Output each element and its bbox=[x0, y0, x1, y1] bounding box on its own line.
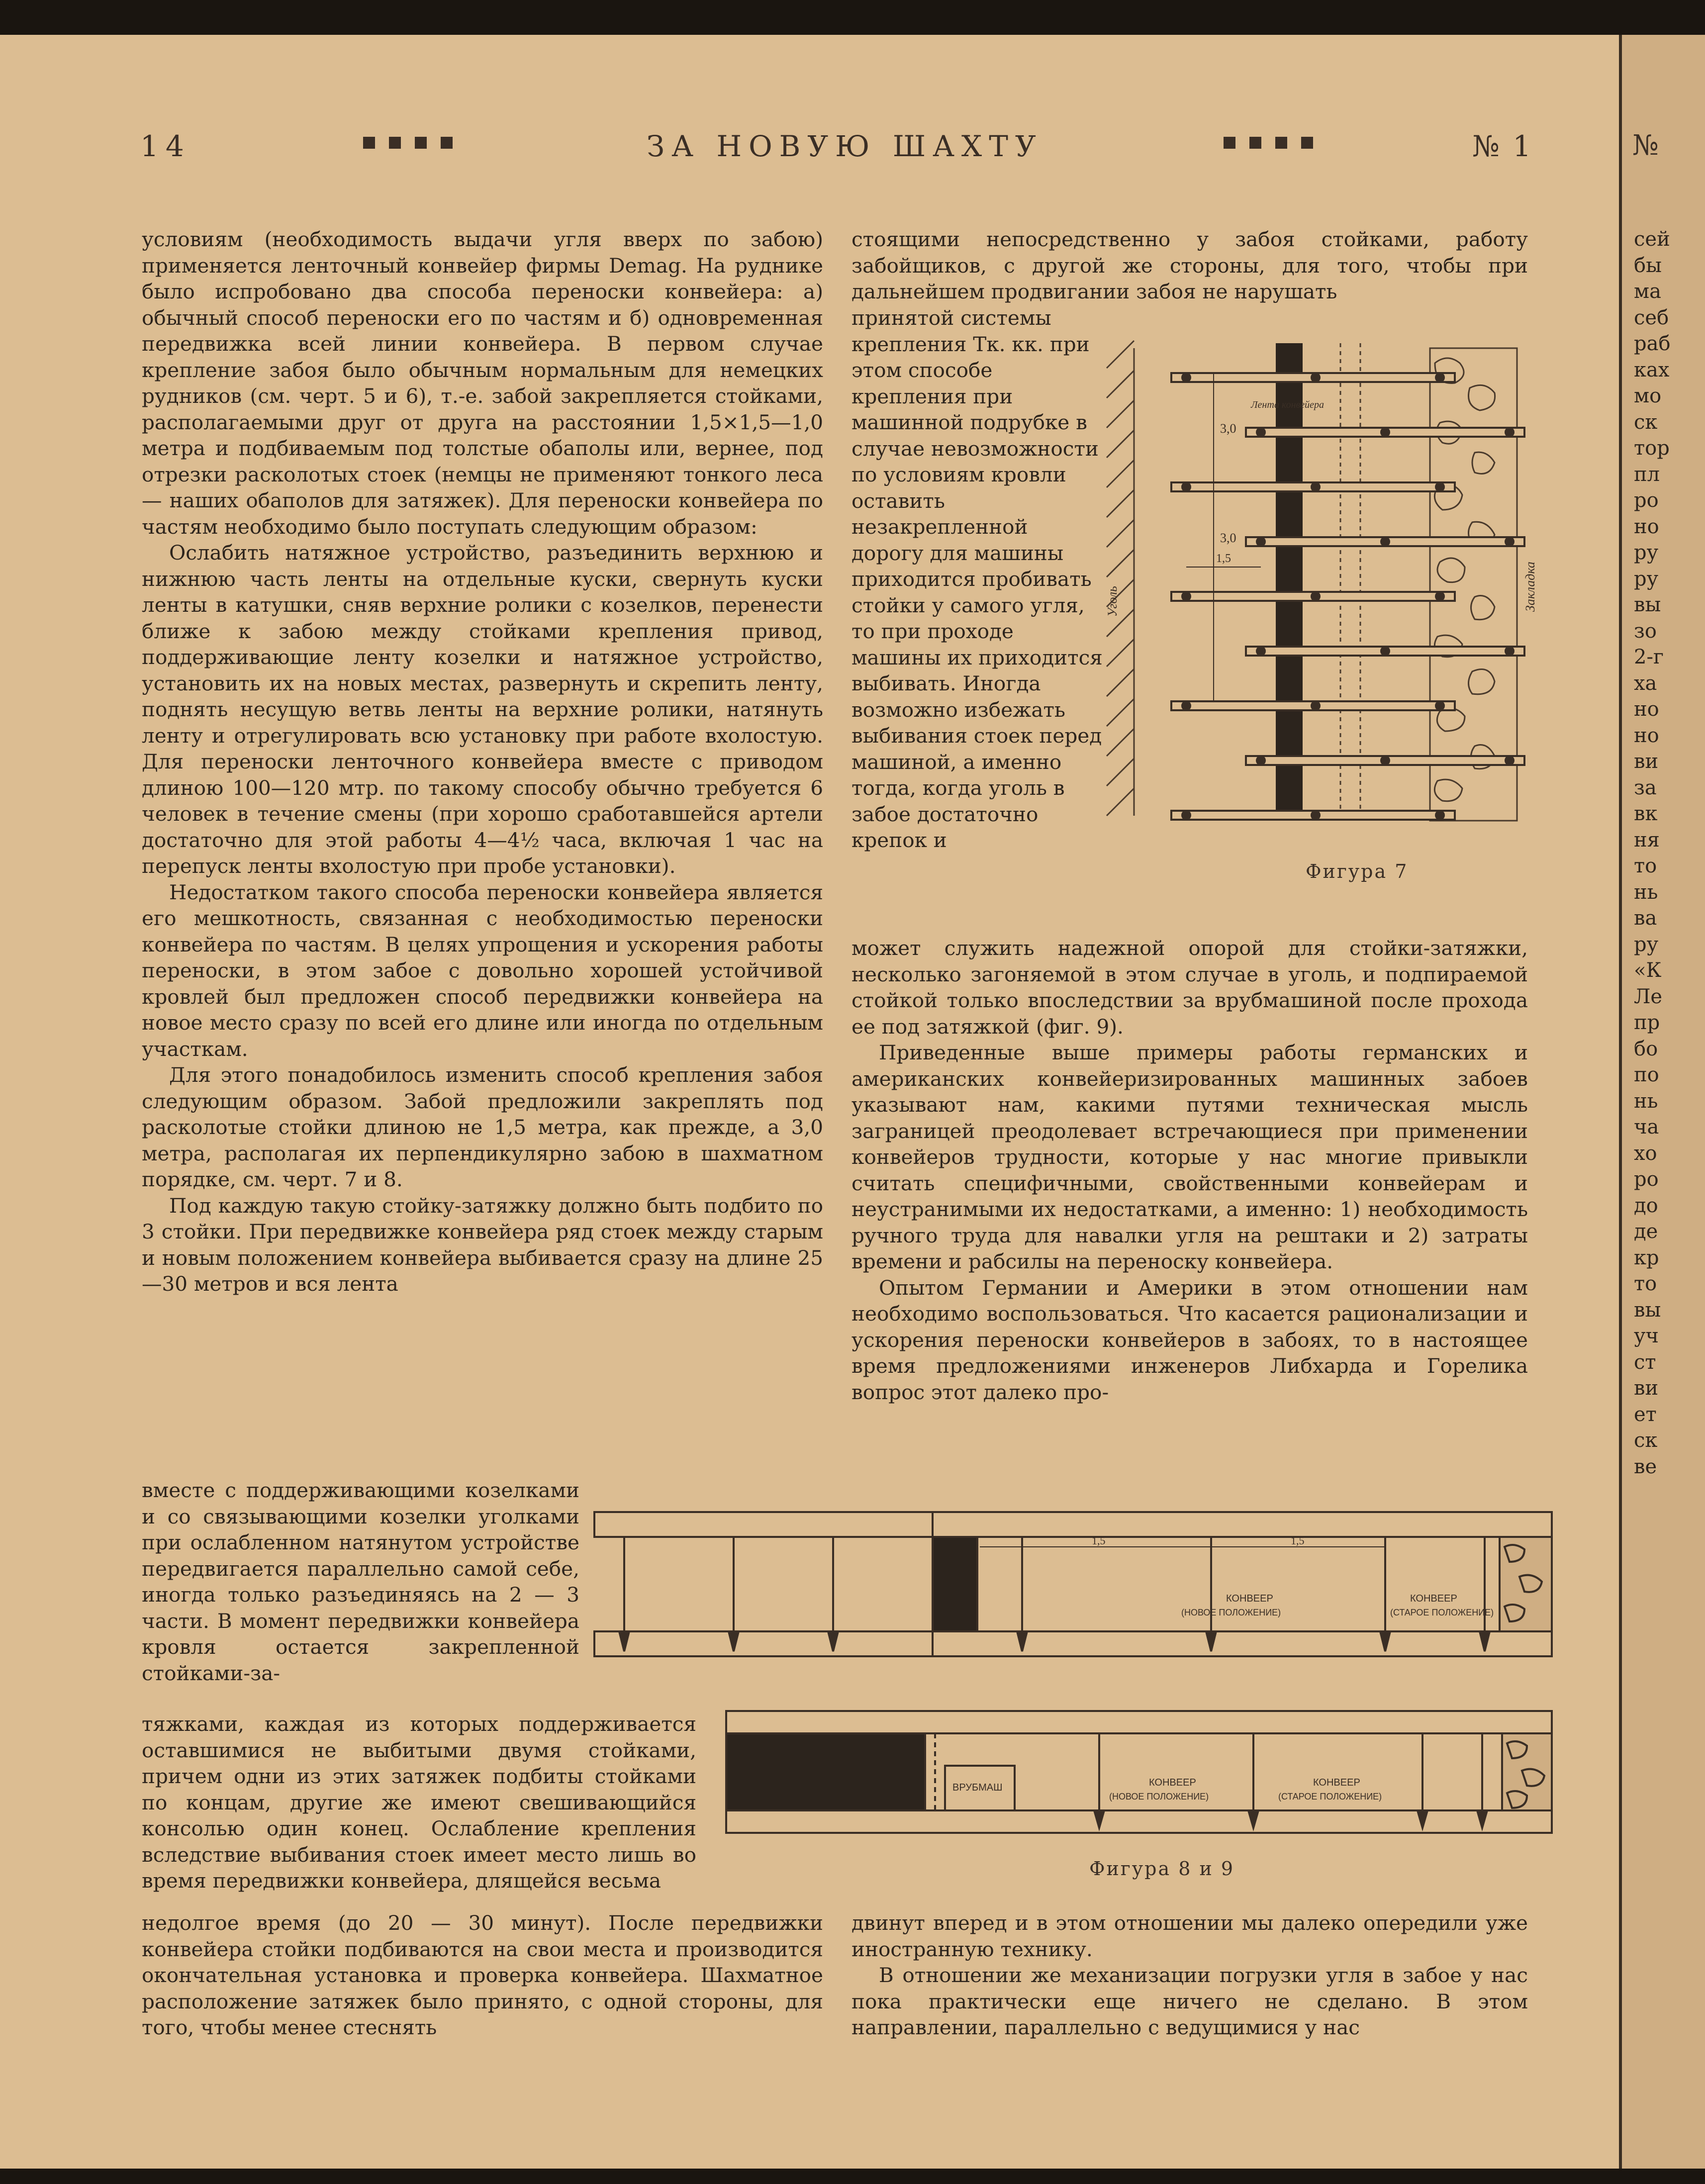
edge-fragment: ст bbox=[1634, 1350, 1656, 1374]
edge-fragment: по bbox=[1634, 1063, 1659, 1086]
edge-fragment: до bbox=[1634, 1194, 1658, 1217]
edge-fragment: «К bbox=[1634, 959, 1662, 982]
paragraph: Недостатком такого способа переноски конвейера является его мешкотность, связанная с необходимостью переноски конвейера по частям. В целях упрощения и ускорения работы переноски, в этом забое с довольно хорошей устойчивой кровлей был предложен способ передвижки конвейера на новое место сразу по всей его длине или иногда по отдельным участкам. bbox=[142, 880, 823, 1061]
edge-fragment: бо bbox=[1634, 1037, 1658, 1060]
issue-number: № 1 bbox=[1472, 129, 1533, 163]
edge-fragment: то bbox=[1634, 855, 1657, 877]
paragraph: может служить надежной опорой для стойки-затяжки, несколько загоняемой в этом случае в уголь, и подпираемой стойкой только впоследствии за врубмашиной после прохода ее под затяжкой (фиг. 9). bbox=[852, 936, 1528, 1039]
edge-fragment: бы bbox=[1634, 254, 1662, 277]
edge-fragment: ру bbox=[1634, 567, 1659, 590]
edge-fragment: пр bbox=[1634, 1011, 1660, 1034]
paragraph: Для этого понадобилось изменить способ крепления забоя следующим образом. Забой предложили закреплять под расколотые стойки длиною не 1,5 метра, как прежде, а 3,0 метра, располагая их перпендикулярно забою в шахматном порядке, см. черт. 7 и 8. bbox=[142, 1063, 823, 1191]
left-column-bottom bbox=[142, 1910, 823, 2041]
figure-9-drawing bbox=[726, 1711, 1554, 1835]
left-column-top bbox=[142, 226, 823, 1297]
edge-fragment: ве bbox=[1634, 1455, 1657, 1478]
paragraph: вместе с поддерживающими козелками и со связывающими козелки уголками при ослабленном натянутом устройстве передвигается параллельно самой себе, иногда только разъединяясь на 2 — 3 части. В момент передвижки конвейера кровля остается закрепленной стойками-за- bbox=[142, 1478, 579, 1685]
edge-fragment: ва bbox=[1634, 907, 1657, 930]
edge-fragment: за bbox=[1634, 776, 1657, 799]
edge-fragment: раб bbox=[1634, 332, 1671, 355]
edge-fragment: но bbox=[1634, 515, 1659, 538]
fig9-conveyor-old-sub: (СТАРОЕ ПОЛОЖЕНИЕ) bbox=[1278, 1792, 1382, 1802]
fig7-dim-label: 1,5 bbox=[1216, 552, 1231, 565]
paragraph: тяжками, каждая из которых поддерживается оставшимися не выбитыми двумя стойками, причем одни из этих затяжек подбиты стойками по концам, другие же имеют свешивающийся консолью один конец. Ослабление крепления вследствие выбивания стоек имеет место лишь во время передвижки конвейера, длящейся весьма bbox=[142, 1712, 696, 1893]
figure-8-drawing bbox=[594, 1507, 1554, 1661]
fig9-machine-label: ВРУБМАШ bbox=[952, 1782, 1003, 1793]
edge-fragment: ск bbox=[1634, 410, 1658, 434]
edge-fragment: де bbox=[1634, 1220, 1658, 1243]
edge-fragment: ви bbox=[1634, 1377, 1659, 1400]
fig7-belt-label: Лента конвейера bbox=[1251, 399, 1324, 410]
edge-fragment: ча bbox=[1634, 1116, 1659, 1139]
edge-fragment: вы bbox=[1634, 1298, 1661, 1322]
edge-fragment: то bbox=[1634, 1272, 1657, 1295]
header-ornament-left bbox=[363, 137, 453, 154]
edge-fragment: сей bbox=[1634, 228, 1670, 251]
figure-8-section bbox=[933, 1512, 1552, 1656]
paragraph: В отношении же механизации погрузки угля в забое у нас пока практически еще ничего не сделано. В этом направлении, параллельно с ведущимися у нас bbox=[852, 1963, 1528, 2039]
right-column-bottom bbox=[852, 1910, 1528, 2041]
edge-fragment: ха bbox=[1634, 671, 1657, 695]
fig8-conveyor-old-label: КОНВЕЕР bbox=[1410, 1593, 1457, 1604]
edge-fragment: ви bbox=[1634, 750, 1659, 773]
right-column-top bbox=[852, 226, 1528, 305]
edge-fragment: хо bbox=[1634, 1141, 1657, 1165]
figure-7-drawing bbox=[1107, 313, 1544, 851]
paragraph: Приведенные выше примеры работы германских и американских конвейеризированных машинных забоев указывают нам, какими путями техническая мысль заграницей преодолевает встречающиеся при применении конвейеров трудности, которые у нас многие привыкли считать специфичными, свойственными конвейерам и неустранимыми их недостатками, а именно: 1) необходимость ручного труда для навалки угля на рештаки и 2) затраты времени и рабсилы на переноску конвейера. bbox=[852, 1041, 1528, 1273]
fig7-dim-label: 3,0 bbox=[1220, 421, 1236, 436]
edge-fragment: кр bbox=[1634, 1246, 1659, 1269]
paragraph: Под каждую такую стойку-затяжку должно быть подбито по 3 стойки. При передвижке конвейера ряд стоек между старым и новым положением конвейера выбивается сразу на длине 25—30 метров и вся лента bbox=[142, 1193, 823, 1296]
fig7-dim-label: 3,0 bbox=[1220, 531, 1236, 545]
edge-fragment: вк bbox=[1634, 802, 1658, 825]
next-page-fragments bbox=[1634, 226, 1671, 1480]
edge-fragment: ма bbox=[1634, 280, 1661, 303]
paragraph: Ослабить натяжное устройство, разъединить верхнюю и нижнюю часть ленты на отдельные куски, свернуть куски ленты в катушки, сняв верхние ролики с козелков, перенести ближе к забою между стойками крепления привод, поддерживающие ленту козелки и натяжное устройство, установить их на новых местах, развернуть и скрепить ленту, поднять несущую ветвь ленты на верхние ролики, натянуть ленту и отрегулировать всю установку при работе вхолостую. Для переноски ленточного конвейера вместе с приводом длиною 100—120 мтр. по такому способу обычно требуется 6 человек в течение смены (при хорошо сработавшейся артели достаточно для этой работы 4—4½ часа, включая 1 час на перепуск ленты вхолостую при пробе установки). bbox=[142, 541, 823, 878]
edge-fragment: тор bbox=[1634, 437, 1670, 460]
header-ornament-right bbox=[1224, 137, 1313, 154]
edge-fragment: ня bbox=[1634, 828, 1660, 852]
edge-fragment: ру bbox=[1634, 933, 1659, 956]
paragraph: условиям (необходимость выдачи угля вверх по забою) применяется ленточный конвейер фирмы Demag. На руднике было испробовано два способа переноски конвейера: а) обычный способ переноски его по частям и б) одновременная передвижка всей линии конвейера. В первом случае крепление забоя было обычным нормальным для немецких рудников (см. черт. 5 и 6), т.-е. забой закрепляется стойками, располагаемыми друг от друга на расстоянии 1,5×1,5—1,0 метра и подбиваемым под толстые обаполы или, вернее, под отрезки расколотых стоек (немцы не применяют тонкого леса — наших обаполов для затяжек). Для переноски конвейера по частям необходимо было поступать следующим образом: bbox=[142, 227, 823, 539]
edge-fragment: 2-г bbox=[1634, 646, 1664, 668]
figure-7-caption: Фигура 7 bbox=[1306, 860, 1409, 882]
edge-fragment: но bbox=[1634, 724, 1659, 747]
figure-8-9-caption: Фигура 8 и 9 bbox=[1089, 1858, 1235, 1880]
edge-fragment: вы bbox=[1634, 593, 1661, 616]
right-column-narrow bbox=[852, 305, 1103, 854]
fig8-dim-label: 1,5 bbox=[1291, 1534, 1305, 1547]
conveyor-belt-band bbox=[1276, 343, 1303, 821]
paragraph: двинут вперед и в этом отношении мы далеко опередили уже иностранную технику. bbox=[852, 1911, 1528, 1961]
coal-seam bbox=[726, 1733, 925, 1810]
page-sheet bbox=[0, 35, 1619, 2169]
edge-fragment: ро bbox=[1634, 1168, 1659, 1191]
edge-fragment: но bbox=[1634, 698, 1659, 721]
edge-fragment: пл bbox=[1634, 463, 1660, 486]
edge-fragment: нь bbox=[1634, 880, 1658, 904]
fig8-conveyor-old-sub: (СТАРОЕ ПОЛОЖЕНИЕ) bbox=[1390, 1608, 1494, 1617]
edge-fragment: уч bbox=[1634, 1325, 1659, 1347]
fig9-conveyor-new-sub: (НОВОЕ ПОЛОЖЕНИЕ) bbox=[1109, 1792, 1209, 1802]
fig9-conveyor-new-label: КОНВЕЕР bbox=[1149, 1777, 1196, 1788]
right-column-mid bbox=[852, 935, 1528, 1405]
fig8-conveyor-new-sub: (НОВОЕ ПОЛОЖЕНИЕ) bbox=[1181, 1608, 1281, 1617]
edge-fragment: ск bbox=[1634, 1429, 1658, 1452]
edge-fragment: ках bbox=[1634, 358, 1670, 381]
fig8-conveyor-new-label: КОНВЕЕР bbox=[1226, 1593, 1273, 1604]
left-column-narrow bbox=[142, 1477, 579, 1686]
page-number: 14 bbox=[140, 129, 191, 163]
fig7-goaf-label: Закладка bbox=[1523, 562, 1537, 612]
fig7-coal-label: Уголь bbox=[1105, 586, 1120, 617]
left-column-mid bbox=[142, 1711, 696, 1894]
edge-fragment: мо bbox=[1634, 384, 1662, 407]
paragraph: стоящими непосредственно у забоя стойками, работу забойщиков, с другой же стороны, для того, чтобы при дальнейшем продвигании забоя не нарушать bbox=[852, 227, 1528, 303]
edge-fragment: себ bbox=[1634, 306, 1669, 329]
paragraph: Опытом Германии и Америки в этом отношении нам необходимо воспользоваться. Что касается рационализации и ускорения переноски конвейеров в забоях, то в настоящее время предложениями инженеров Либхарда и Горелика вопрос этот далеко про- bbox=[852, 1275, 1528, 1404]
paragraph: недолгое время (до 20 — 30 минут). После передвижки конвейера стойки подбиваются на свои места и производится окончательная установка и проверка конвейера. Шахматное расположение затяжек было принято, с одной стороны, для того, чтобы менее стеснять bbox=[142, 1911, 823, 2039]
next-page-issue: № bbox=[1632, 129, 1659, 162]
fig8-dim-label: 1,5 bbox=[1092, 1534, 1106, 1547]
edge-fragment: ет bbox=[1634, 1403, 1657, 1426]
journal-title: ЗА НОВУЮ ШАХТУ bbox=[647, 129, 1043, 163]
fig9-conveyor-old-label: КОНВЕЕР bbox=[1313, 1777, 1360, 1788]
edge-fragment: Ле bbox=[1634, 985, 1663, 1008]
edge-fragment: зо bbox=[1634, 619, 1657, 643]
paragraph: принятой системы крепления Тк. кк. при этом способе крепления при машинной подрубке в случае невозможности по условиям кровли оставить незакрепленной дорогу для машины приходится пробивать стойки у самого угля, то при проходе машины их приходится выбивать. Иногда возможно избежать выбивания стоек перед машиной, а именно тогда, когда уголь в забое достаточно крепок и bbox=[852, 306, 1103, 852]
edge-fragment: ро bbox=[1634, 489, 1659, 512]
scanned-page bbox=[0, 35, 1702, 2169]
edge-fragment: ру bbox=[1634, 541, 1659, 564]
edge-fragment: нь bbox=[1634, 1089, 1658, 1113]
